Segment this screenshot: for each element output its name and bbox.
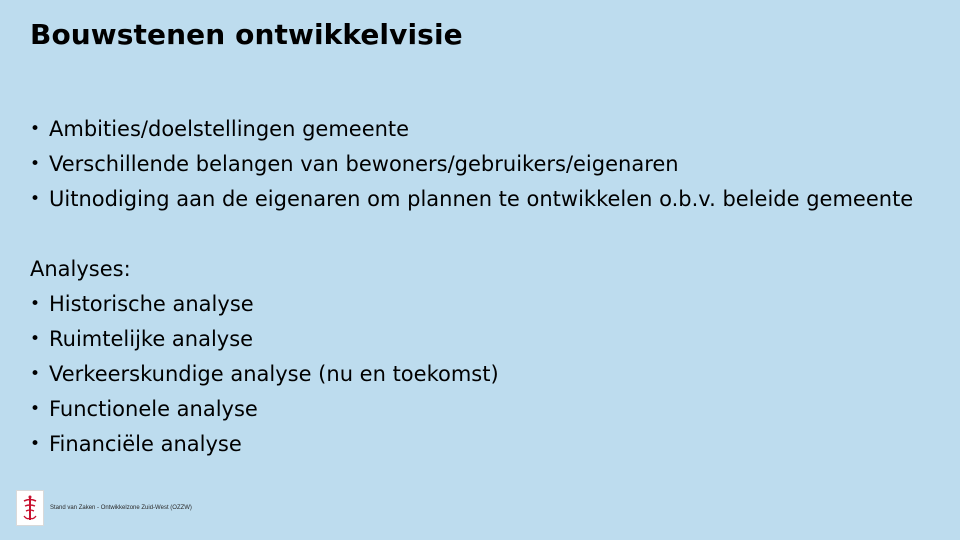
bullet-icon: •	[30, 399, 41, 419]
bullet-icon: •	[30, 154, 41, 174]
list-item	[30, 287, 955, 322]
list-item-text: Uitnodiging aan de eigenaren om plannen te ontwikkelen o.b.v. beleide gemeente	[49, 187, 914, 211]
analyses-heading: Analyses:	[30, 257, 131, 281]
list-item-text: Functionele analyse	[49, 397, 258, 421]
list-item-text: Historische analyse	[49, 292, 254, 316]
goals-list	[30, 112, 955, 217]
list-item	[30, 427, 955, 462]
analyses-list	[30, 287, 955, 462]
list-item-text: Financiële analyse	[49, 432, 242, 456]
list-item	[30, 147, 955, 182]
list-item	[30, 182, 955, 217]
slide-footer	[16, 490, 192, 526]
footer-text: Stand van Zaken - Ontwikkelzone Zuid-West (OZZW)	[50, 505, 192, 511]
slide-title: Bouwstenen ontwikkelvisie	[30, 18, 463, 51]
bullet-icon: •	[30, 434, 41, 454]
list-item-text: Ruimtelijke analyse	[49, 327, 254, 351]
municipal-crest-icon	[16, 490, 44, 526]
list-item-text: Ambities/doelstellingen gemeente	[49, 117, 410, 141]
list-item-text: Verschillende belangen van bewoners/gebruikers/eigenaren	[49, 152, 679, 176]
bullet-icon: •	[30, 364, 41, 384]
list-item	[30, 112, 955, 147]
slide-body	[30, 112, 955, 462]
list-item	[30, 322, 955, 357]
bullet-icon: •	[30, 189, 41, 209]
spacer	[30, 217, 955, 252]
bullet-icon: •	[30, 294, 41, 314]
bullet-icon: •	[30, 329, 41, 349]
bullet-icon: •	[30, 119, 41, 139]
crest-icon	[20, 494, 40, 522]
list-item	[30, 357, 955, 392]
list-item	[30, 392, 955, 427]
list-item-text: Verkeerskundige analyse (nu en toekomst)	[49, 362, 499, 386]
